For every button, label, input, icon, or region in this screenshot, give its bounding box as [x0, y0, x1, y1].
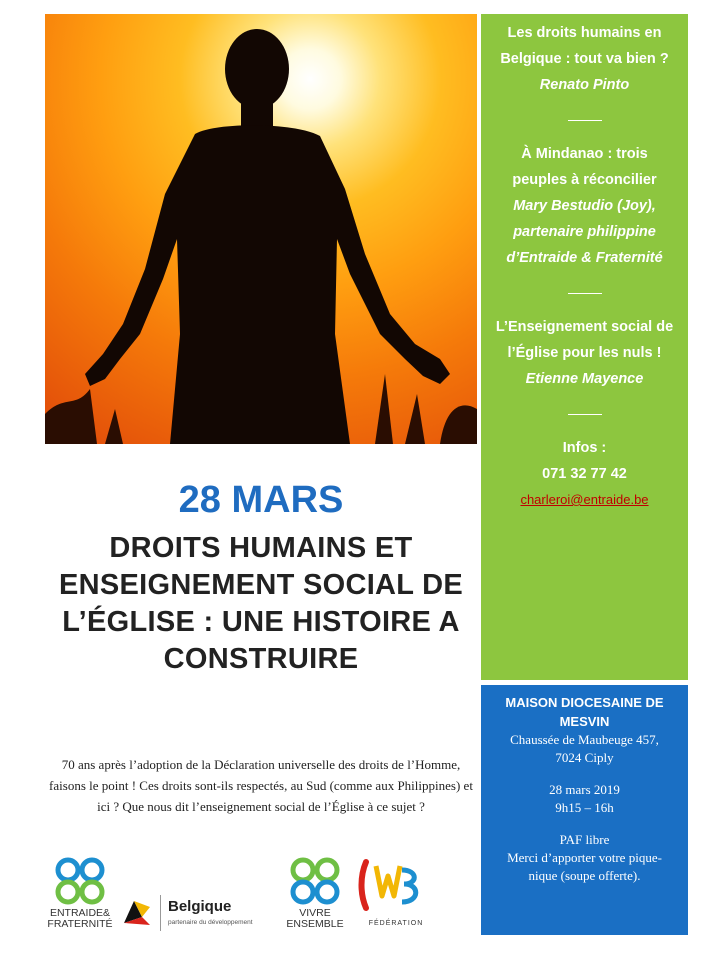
venue-name: MAISON DIOCESAINE DE MESVIN	[505, 695, 664, 729]
silhouette-icon	[45, 14, 477, 444]
talk-3	[481, 314, 688, 392]
picnic-note: Merci d’apporter votre pique-nique (soupe offerte).	[507, 850, 662, 883]
separator	[568, 120, 602, 121]
separator	[568, 293, 602, 294]
vivre-line-2: ENSEMBLE	[286, 918, 344, 930]
intro-paragraph: 70 ans après l’adoption de la Déclaration universelle des droits de l’Homme, faisons le point ! Ces droits sont-ils respectés, au Sud (comme aux Philippines) et ici ? Que nous dit l’enseignement social de l’Église à ce sujet ?	[49, 757, 473, 814]
entraide-line-1: ENTRAIDE&	[49, 907, 111, 919]
venue-address: Chaussée de Maubeuge 457, 7024 Ciply	[510, 732, 659, 765]
belgique-name: Belgique	[168, 898, 232, 915]
talk-1-title: Les droits humains en Belgique : tout va bien ?	[500, 25, 669, 67]
event-date-text: 28 mars 2019	[549, 782, 620, 797]
talk-3-speaker: Etienne Mayence	[525, 371, 644, 387]
event-date: 28 MARS	[178, 479, 344, 521]
belgique-emblem-icon	[120, 895, 154, 929]
talk-1	[481, 20, 688, 98]
talk-1-speaker: Renato Pinto	[539, 77, 630, 93]
email-link[interactable]: charleroi@entraide.be	[520, 492, 649, 507]
event-title: DROITS HUMAINS ET ENSEIGNEMENT SOCIAL DE L’ÉGLISE : UNE HISTOIRE A CONSTRUIRE	[58, 532, 464, 675]
phone-number: 071 32 77 42	[542, 466, 627, 482]
contact-info	[481, 435, 688, 513]
entraide-line-2: FRATERNITÉ	[47, 918, 113, 930]
talk-2	[481, 141, 688, 271]
silhouette-sunset-photo	[45, 14, 477, 444]
venue-panel	[481, 685, 688, 935]
program-panel	[481, 14, 688, 680]
event-time: 9h15 – 16h	[555, 800, 614, 815]
vivre-ensemble-88-icon	[283, 856, 347, 908]
talk-3-title: L’Enseignement social de l’Église pour les nuls !	[495, 319, 674, 361]
federation-logo	[358, 856, 434, 936]
federation-wb-icon	[358, 856, 422, 914]
belgique-subtitle: partenaire du développement	[168, 919, 253, 926]
paf-text: PAF libre	[559, 832, 610, 847]
belgique-logo	[120, 895, 280, 939]
talk-2-title: À Mindanao : trois peuples à réconcilier	[512, 146, 657, 188]
separator	[568, 414, 602, 415]
entraide-88-icon	[48, 856, 112, 908]
vivre-line-1: VIVRE	[299, 907, 331, 919]
infos-label: Infos :	[562, 440, 607, 456]
entraide-fraternite-logo	[48, 856, 112, 936]
federation-label: FÉDÉRATION	[368, 920, 424, 927]
logo-divider	[160, 895, 161, 931]
vivre-ensemble-logo	[283, 856, 347, 936]
talk-2-speaker: Mary Bestudio (Joy), partenaire philippine d’Entraide & Fraternité	[506, 198, 663, 266]
